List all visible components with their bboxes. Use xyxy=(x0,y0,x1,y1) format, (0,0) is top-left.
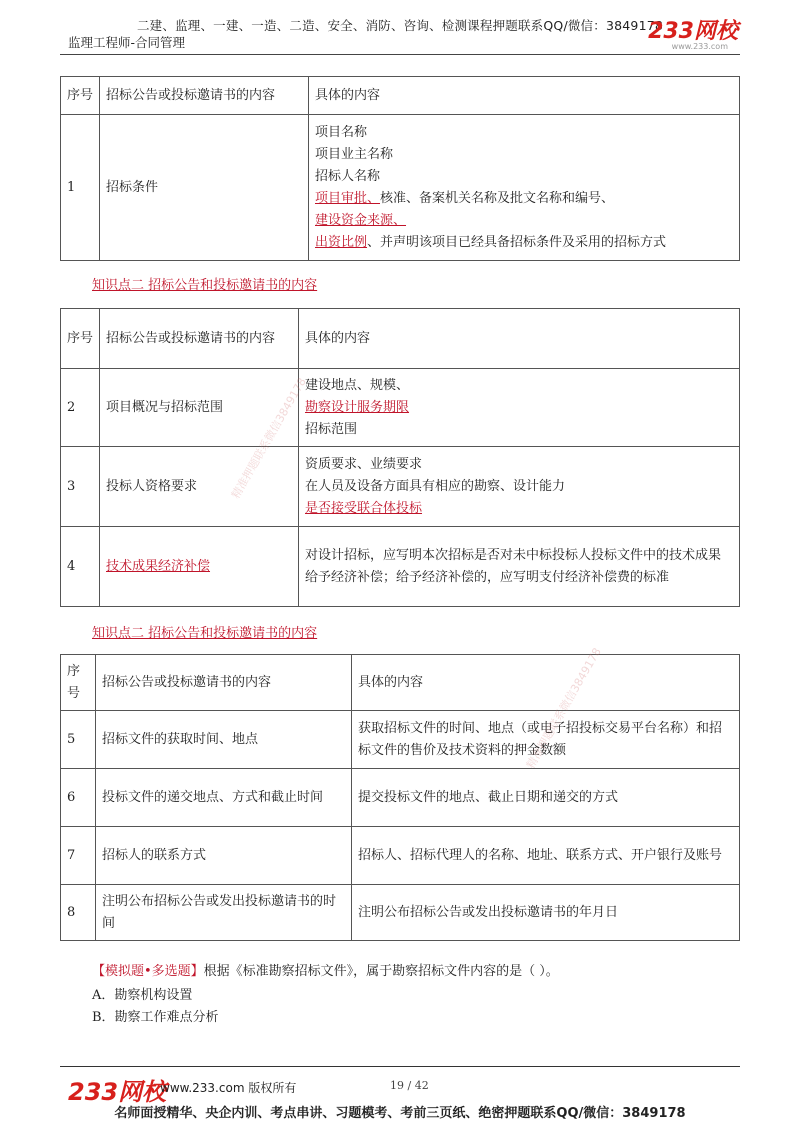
row-content: 招标人、招标代理人的名称、地址、联系方式、开户银行及账号 xyxy=(352,827,740,885)
table-row xyxy=(61,447,740,527)
content-line: 招标范围 xyxy=(305,421,358,437)
header-divider xyxy=(60,54,740,55)
table-row xyxy=(61,527,740,607)
brand-logo: 233网校 xyxy=(648,19,738,44)
content-line xyxy=(315,188,733,210)
row-no: 1 xyxy=(61,115,100,261)
content-line: 在人员及设备方面具有相应的勘察、设计能力 xyxy=(305,478,566,494)
row-item: 招标人的联系方式 xyxy=(96,827,352,885)
table-row xyxy=(61,369,740,447)
table-row xyxy=(61,115,740,261)
table-header-no: 序号 xyxy=(61,309,100,369)
row-no: 2 xyxy=(61,369,100,447)
option-a: A．勘察机构设置 xyxy=(92,988,193,1003)
table-overview xyxy=(60,308,740,607)
row-content: 获取招标文件的时间、地点（或电子招投标交易平台名称）和招标文件的售价及技术资料的押金数额 xyxy=(352,711,740,769)
header-subject: 监理工程师-合同管理 xyxy=(68,35,186,50)
highlight-text: 是否接受联合体投标 xyxy=(305,500,423,516)
highlight-text: 出资比例 xyxy=(315,234,368,250)
table-header-content: 具体的内容 xyxy=(299,309,740,369)
row-content xyxy=(309,115,740,261)
header-contact-line: 二建、监理、一建、一造、二造、安全、消防、咨询、检测课程押题联系QQ/微信：3849178 xyxy=(136,18,664,33)
knowledge-point-title: 知识点二 招标公告和投标邀请书的内容 xyxy=(92,626,318,641)
table-row xyxy=(61,769,740,827)
row-item: 注明公布招标公告或发出投标邀请书的时间 xyxy=(96,885,352,941)
row-no: 3 xyxy=(61,447,100,527)
table-conditions xyxy=(60,76,740,261)
table-header-item: 招标公告或投标邀请书的内容 xyxy=(96,655,352,711)
table-header-content: 具体的内容 xyxy=(352,655,740,711)
question-tag: 【模拟题•多选题】 xyxy=(92,964,204,979)
watermark: 精准押题联系微信3849178 xyxy=(524,645,604,771)
row-no: 5 xyxy=(61,711,96,769)
highlight-text: 技术成果经济补偿 xyxy=(106,558,211,574)
option-b: B．勘察工作难点分析 xyxy=(92,1010,219,1025)
row-item: 招标条件 xyxy=(100,115,309,261)
table-header-item: 招标公告或投标邀请书的内容 xyxy=(100,309,299,369)
row-no: 6 xyxy=(61,769,96,827)
highlight-text: 项目审批、 xyxy=(315,190,381,206)
table-header-item: 招标公告或投标邀请书的内容 xyxy=(100,77,309,115)
row-content xyxy=(299,369,740,447)
content-line: 招标人名称 xyxy=(315,168,381,184)
knowledge-point-title: 知识点二 招标公告和投标邀请书的内容 xyxy=(92,278,318,293)
highlight-text: 勘察设计服务期限 xyxy=(305,399,410,415)
brand-logo-url: www.233.com xyxy=(671,42,728,51)
table-row xyxy=(61,711,740,769)
row-item: 招标文件的获取时间、地点 xyxy=(96,711,352,769)
question-stem xyxy=(92,960,559,979)
row-content: 注明公布招标公告或发出投标邀请书的年月日 xyxy=(352,885,740,941)
table-row xyxy=(61,885,740,941)
content-line: 建设地点、规模、 xyxy=(305,377,410,393)
row-content: 对设计招标，应写明本次招标是否对未中标投标人投标文件中的技术成果给予经济补偿；给予经济补偿的，应写明支付经济补偿费的标准 xyxy=(299,527,740,607)
row-item: 项目概况与招标范围 xyxy=(100,369,299,447)
question-text: 根据《标准勘察招标文件》，属于勘察招标文件内容的是（ ）。 xyxy=(203,964,559,979)
row-content: 提交投标文件的地点、截止日期和递交的方式 xyxy=(352,769,740,827)
footer-divider xyxy=(60,1066,740,1067)
table-header-no: 序号 xyxy=(61,655,96,711)
footer-logo: 233网校 xyxy=(68,1078,167,1106)
highlight-text: 建设资金来源、 xyxy=(315,212,407,228)
content-text: 、并声明该项目已经具备招标条件及采用的招标方式 xyxy=(367,234,667,250)
row-no: 8 xyxy=(61,885,96,941)
page-number: 19 / 42 xyxy=(390,1079,429,1092)
content-text: 核准、备案机关名称及批文名称和编号、 xyxy=(380,190,615,206)
content-line: 资质要求、业绩要求 xyxy=(305,456,423,472)
table-docs xyxy=(60,654,740,941)
content-line xyxy=(315,232,733,254)
row-no: 7 xyxy=(61,827,96,885)
content-line xyxy=(315,210,733,232)
watermark: 精准押题联系微信3849178 xyxy=(229,375,309,501)
row-no: 4 xyxy=(61,527,100,607)
footer-contact-line: 名师面授精华、央企内训、考点串讲、习题模考、考前三页纸、绝密押题联系QQ/微信：3849178 xyxy=(114,1106,686,1121)
table-header-content: 具体的内容 xyxy=(309,77,740,115)
row-item xyxy=(100,527,299,607)
row-content xyxy=(299,447,740,527)
row-item: 投标人资格要求 xyxy=(100,447,299,527)
row-item: 投标文件的递交地点、方式和截止时间 xyxy=(96,769,352,827)
content-line: 项目业主名称 xyxy=(315,146,394,162)
table-header-no: 序号 xyxy=(61,77,100,115)
table-row xyxy=(61,827,740,885)
content-line: 项目名称 xyxy=(315,124,368,140)
footer-copyright: www.233.com 版权所有 xyxy=(160,1081,297,1095)
